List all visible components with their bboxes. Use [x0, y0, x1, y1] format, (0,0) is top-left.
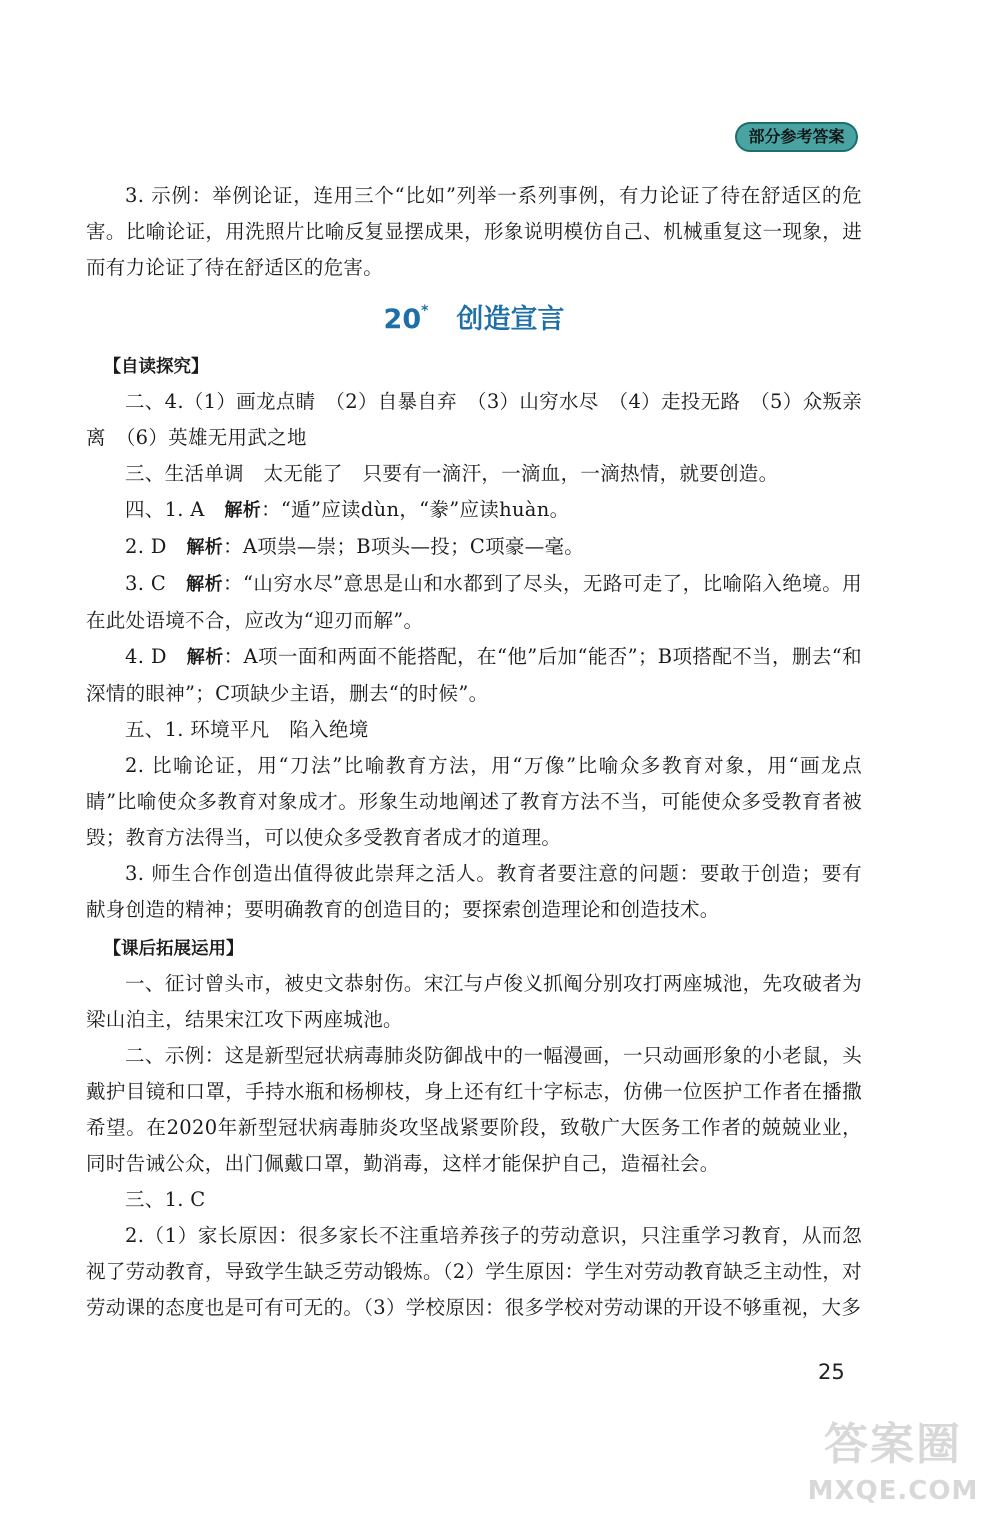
page-content [86, 178, 862, 1326]
answer-s1-q4-1: 四、1. A 解析：“遁”应读dùn，“豢”应读huàn。 [125, 498, 570, 521]
watermark-url: MXQE.COM [807, 1476, 979, 1506]
analysis-label: 解析 [224, 500, 262, 521]
watermark-logo: 答案圈 [824, 1419, 962, 1470]
paragraph-q3-intro: 3. 示例：举例论证，连用三个“比如”列举一系列事例，有力论证了待在舒适区的危害。比喻论证，用洗照片比喻反复显摆成果，形象说明模仿自己、机械重复这一现象，进而有力论证了待在舒适区的危害。 [86, 184, 862, 279]
answer-s1-q5-2: 2. 比喻论证，用“刀法”比喻教育方法，用“万像”比喻众多教育对象，用“画龙点睛”比喻使众多教育对象成才。形象生动地阐述了教育方法不当，可能使众多受教育者被毁；教育方法得当，可以使众多受教育者成才的道理。 [86, 754, 862, 849]
watermark [798, 1416, 988, 1508]
answer-s1-q4-3: 3. C 解析：“山穷水尽”意思是山和水都到了尽头，无路可走了，比喻陷入绝境。用在此处语境不合，应改为“迎刃而解”。 [86, 572, 862, 632]
answer-s1-q3: 三、生活单调 太无能了 只要有一滴汗，一滴血，一滴热情，就要创造。 [125, 462, 779, 485]
answer-s2-q2: 二、示例：这是新型冠状病毒肺炎防御战中的一幅漫画，一只动画形象的小老鼠，头戴护目镜和口罩，手持水瓶和杨柳枝，身上还有红十字标志，仿佛一位医护工作者在播撒希望。在2020年新型冠状病毒肺炎攻坚战紧要阶段，致敬广大医务工作者的兢兢业业，同时告诫公众，出门佩戴口罩，勤消毒，这样才能保护自己，造福社会。 [86, 1044, 862, 1175]
answer-s1-q5-3: 3. 师生合作创造出值得彼此崇拜之活人。教育者要注意的问题：要敢于创造；要有献身创造的精神；要明确教育的创造目的；要探索创造理论和创造技术。 [86, 862, 862, 921]
answer-s1-q2: 二、4.（1）画龙点睛 （2）自暴自弃 （3）山穷水尽 （4）走投无路 （5）众叛亲离 （6）英雄无用武之地 [86, 390, 862, 449]
analysis-label: 解析 [186, 537, 224, 558]
lesson-title-text: 创造宣言 [456, 304, 565, 335]
section-heading-extension: 【课后拓展运用】 [103, 939, 244, 959]
section-heading-self-study: 【自读探究】 [103, 357, 209, 377]
answer-s2-q3-2: 2.（1）家长原因：很多家长不注重培养孩子的劳动意识，只注重学习教育，从而忽视了劳动教育，导致学生缺乏劳动锻炼。（2）学生原因：学生对劳动教育缺乏主动性，对劳动课的态度也是可有可无的。（3）学校原因：很多学校对劳动课的开设不够重视，大多 [86, 1224, 862, 1319]
answer-s1-q4-4: 4. D 解析：A项一面和两面不能搭配，在“他”后加“能否”；B项搭配不当，删去“和深情的眼神”；C项缺少主语，删去“的时候”。 [86, 645, 862, 705]
analysis-label: 解析 [186, 574, 224, 595]
answer-s1-q4-2: 2. D 解析：A项祟—崇；B项头—投；C项豪—毫。 [125, 535, 585, 558]
answer-s2-q3-1: 三、1. C [125, 1188, 206, 1211]
lesson-marker: * [421, 303, 429, 319]
analysis-label: 解析 [186, 647, 224, 668]
answer-s1-q5-1: 五、1. 环境平凡 陷入绝境 [125, 718, 369, 741]
lesson-title [86, 300, 862, 340]
page-number: 25 [818, 1360, 845, 1384]
answer-s2-q1: 一、征讨曾头市，被史文恭射伤。宋江与卢俊义抓阄分别攻打两座城池，先攻破者为梁山泊主，结果宋江攻下两座城池。 [86, 972, 862, 1031]
answer-section-tag: 部分参考答案 [735, 122, 858, 152]
lesson-number: 20 [383, 304, 422, 335]
